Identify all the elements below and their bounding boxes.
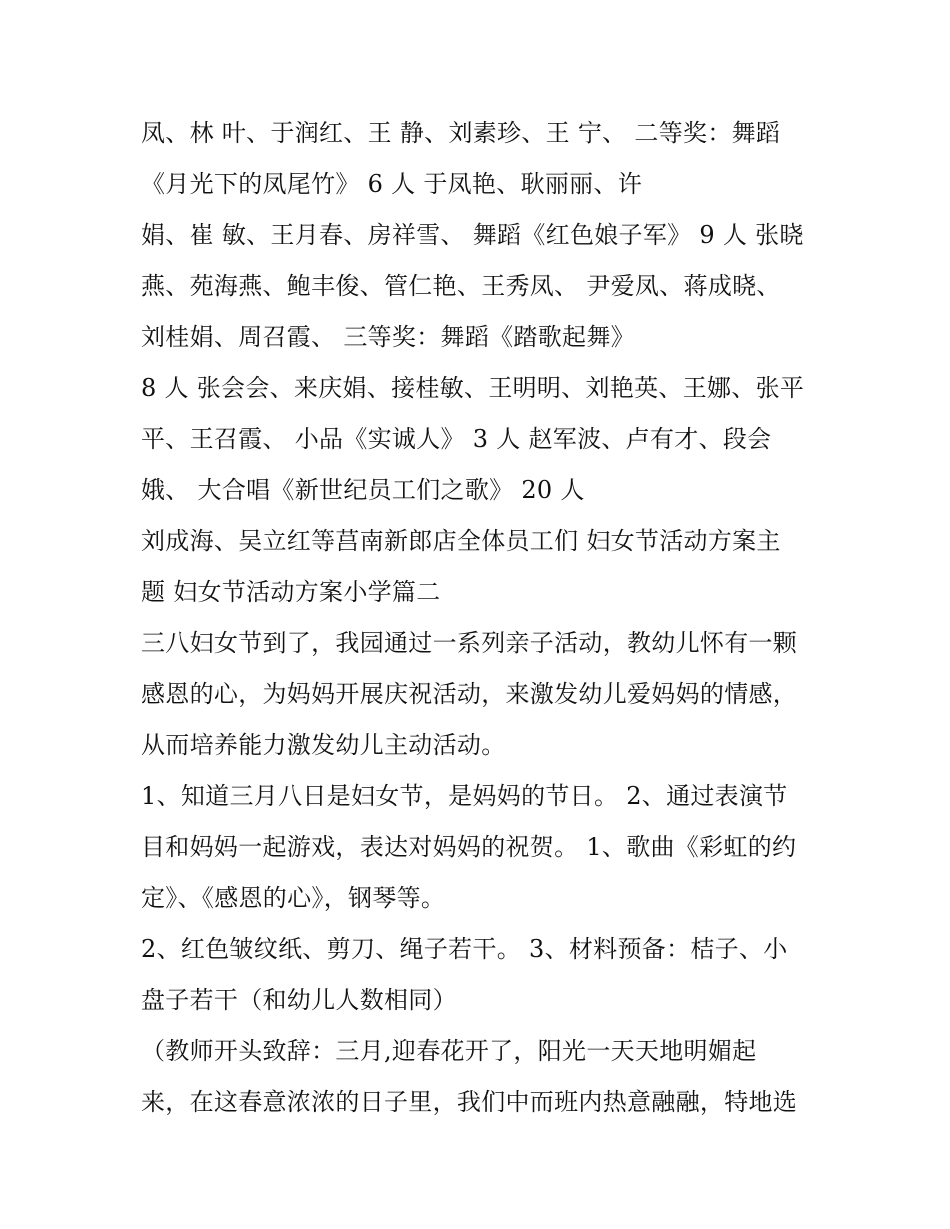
text-line: 《月光下的凤尾竹》 6 人 于凤艳、耿丽丽、许	[141, 170, 643, 198]
text-line: 娟、崔 敏、王月春、房祥雪、 舞蹈《红色娘子军》 9 人 张晓	[141, 221, 804, 249]
text-line: 目和妈妈一起游戏，表达对妈妈的祝贺。 1、歌曲《彩虹的约	[141, 833, 797, 861]
text-line: 1、知道三月八日是妇女节，是妈妈的节日。 2、通过表演节	[141, 782, 788, 810]
text-line: 刘成海、吴立红等莒南新郎店全体员工们 妇女节活动方案主	[141, 527, 781, 555]
text-line: 题 妇女节活动方案小学篇二	[141, 578, 441, 606]
text-line: 定》、《感恩的心》，钢琴等。	[141, 884, 446, 912]
text-line: （教师开头致辞：三月,迎春花开了，阳光一天天地明媚起	[141, 1037, 757, 1065]
text-line: 三八妇女节到了，我园通过一系列亲子活动，教幼儿怀有一颗	[141, 629, 798, 657]
text-line: 来，在这春意浓浓的日子里，我们中而班内热意融融，特地选	[141, 1088, 798, 1116]
text-line: 从而培养能力激发幼儿主动活动。	[141, 731, 506, 759]
text-line: 盘子若干（和幼儿人数相同）	[141, 986, 457, 1014]
text-line: 感恩的心，为妈妈开展庆祝活动，来激发幼儿爱妈妈的情感，	[141, 680, 798, 708]
text-line: 娥、 大合唱《新世纪员工们之歌》 20 人	[141, 476, 585, 504]
text-line: 8 人 张会会、来庆娟、接桂敏、王明明、刘艳英、王娜、张平	[141, 374, 805, 402]
text-line: 燕、苑海燕、鲍丰俊、管仁艳、王秀凤、 尹爱凤、蒋成晓、	[141, 272, 781, 300]
text-line: 2、红色皱纹纸、剪刀、绳子若干。 3、材料预备：桔子、小	[141, 935, 788, 963]
document-body	[141, 108, 841, 1128]
text-line: 平、王召霞、 小品《实诚人》 3 人 赵军波、卢有才、段会	[141, 425, 772, 453]
text-line: 凤、林 叶、于润红、王 静、刘素珍、王 宁、 二等奖：舞蹈	[141, 119, 781, 147]
text-line: 刘桂娟、周召霞、 三等奖：舞蹈《踏歌起舞》	[141, 323, 635, 351]
